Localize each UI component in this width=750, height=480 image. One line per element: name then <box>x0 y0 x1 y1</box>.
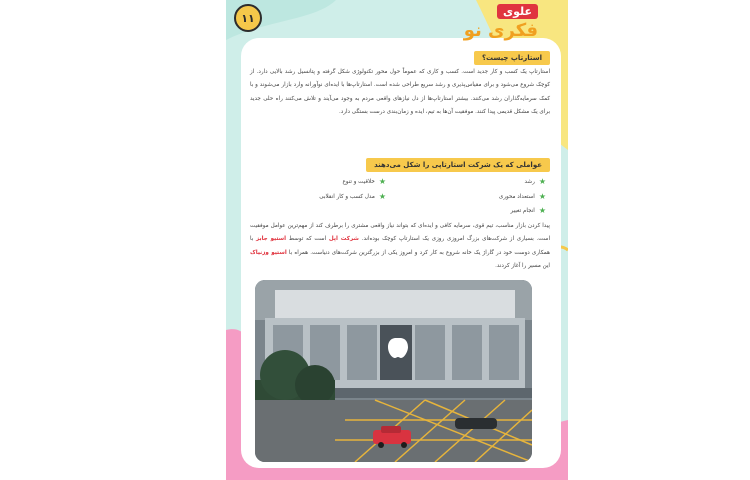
star-icon: ★ <box>378 177 386 186</box>
page-number-badge: ۱۱ <box>234 4 262 32</box>
list-item: ★ خلاقیت و تنوع <box>342 177 386 186</box>
star-icon: ★ <box>378 192 386 201</box>
apple-store-photo <box>255 280 532 462</box>
star-icon: ★ <box>538 177 546 186</box>
section-heading-startup-factors: عواملی که یک شرکت استارتاپی را شکل می‌دهند <box>366 158 550 172</box>
apple-store-building-image <box>255 280 532 462</box>
page-title: فکری نو <box>463 20 538 41</box>
brand-label: علوی <box>497 4 538 19</box>
document-page <box>226 0 568 480</box>
list-item: ★ انجام تغییر <box>510 206 546 215</box>
section-heading-what-is-startup: استارتاپ چیست؟ <box>474 51 550 65</box>
star-icon: ★ <box>538 192 546 201</box>
list-item: ★ مدل کسب و کار انقلابی <box>319 192 386 201</box>
intro-paragraph: استارتاپ یک کسب و کار جدید است. کسب و کاری که عموماً حول محور تکنولوژی شکل گرفته و پتانسیل رشد بالایی دارد. از کوچک شروع می‌شود و برای مقیاس‌پذیری و رشد سریع طراحی شده است. استارتاپ‌ها با ایده‌ای نوآورانه وارد بازار می‌شوند و با کمک سرمایه‌گذاران رشد می‌کنند. بیشتر استارتاپ‌ها از دل نیازهای واقعی مردم به وجود می‌آیند و تلاش می‌کنند راه حلی جدید برای یک مشکل قدیمی پیدا کنند. موفقیت آن‌ها به تیم، ایده و زمان‌بندی درست بستگی دارد. <box>250 69 550 115</box>
factors-paragraph: پیدا کردن بازار مناسب، تیم قوی، سرمایه کافی و ایده‌ای که بتواند نیاز واقعی مشتری را برطرف کند از مهم‌ترین عوامل موفقیت است. بسیاری از شرکت‌های بزرگ امروزی روزی یک استارتاپ کوچک بوده‌اند. شرکت اپل است که توسط استیو جابز با همکاری دوست خود در گاراژ یک خانه شروع به کار کرد و امروز یکی از بزرگترین شرکت‌های دنیاست. همراه با استیو وزنیاک این مسیر را آغاز کردند. <box>250 223 551 269</box>
list-item: ★ رشد <box>524 177 546 186</box>
list-item: ★ استعداد محوری <box>498 192 546 201</box>
star-icon: ★ <box>538 206 546 215</box>
